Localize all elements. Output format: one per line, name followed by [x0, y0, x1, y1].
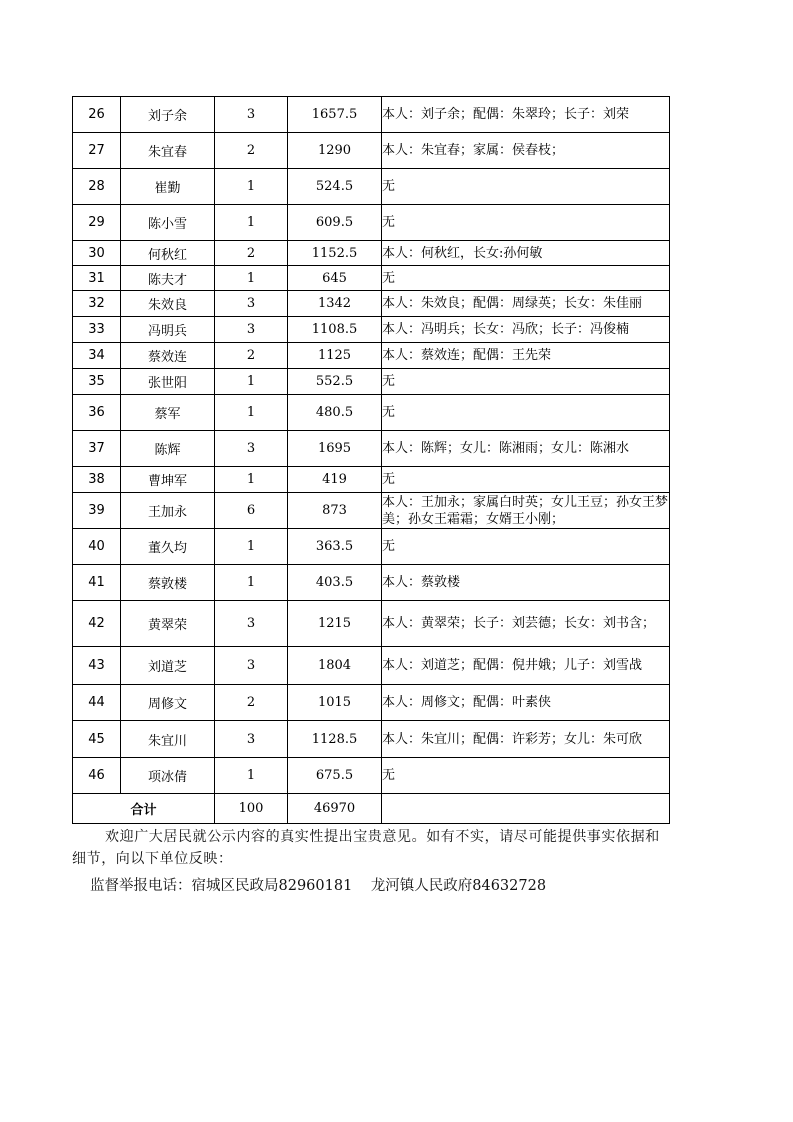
- subsidy-amount: 1152.5: [288, 241, 382, 266]
- row-number: 39: [73, 493, 121, 529]
- total-count: 100: [215, 794, 288, 824]
- row-number: 44: [73, 685, 121, 721]
- household-members: 本人：刘道芝；配偶：倪井娥；儿子：刘雪战: [382, 647, 670, 685]
- resident-name: 项冰倩: [121, 758, 215, 794]
- resident-name: 陈小雪: [121, 205, 215, 241]
- household-members: 本人：朱效良；配偶：周绿英；长女：朱佳丽: [382, 291, 670, 317]
- table-row: [73, 493, 670, 529]
- household-members: 本人：何秋红，长女:孙何敏: [382, 241, 670, 266]
- household-size: 3: [215, 601, 288, 647]
- subsidy-amount: 1125: [288, 343, 382, 369]
- subsidy-amount: 552.5: [288, 369, 382, 395]
- table-row: [73, 241, 670, 266]
- household-size: 1: [215, 529, 288, 565]
- table-row: [73, 291, 670, 317]
- subsidy-amount: 1128.5: [288, 721, 382, 758]
- subsidy-amount: 480.5: [288, 395, 382, 431]
- subsidy-amount: 1695: [288, 431, 382, 467]
- household-members: 无: [382, 169, 670, 205]
- household-members: 无: [382, 266, 670, 291]
- subsidy-amount: 1342: [288, 291, 382, 317]
- subsidy-amount: 1657.5: [288, 97, 382, 133]
- row-number: 37: [73, 431, 121, 467]
- row-number: 43: [73, 647, 121, 685]
- subsidy-amount: 1290: [288, 133, 382, 169]
- subsidy-amount: 1215: [288, 601, 382, 647]
- resident-name: 蔡效连: [121, 343, 215, 369]
- row-number: 27: [73, 133, 121, 169]
- row-number: 28: [73, 169, 121, 205]
- table-row: [73, 266, 670, 291]
- row-number: 29: [73, 205, 121, 241]
- row-number: 40: [73, 529, 121, 565]
- table-row: [73, 529, 670, 565]
- row-number: 45: [73, 721, 121, 758]
- table-row: [73, 647, 670, 685]
- household-members: 本人：王加永；家属白时英；女儿王豆；孙女王梦美；孙女王霜霜；女婿王小刚；: [382, 494, 669, 527]
- household-size: 2: [215, 241, 288, 266]
- subsidy-amount: 524.5: [288, 169, 382, 205]
- subsidy-amount: 363.5: [288, 529, 382, 565]
- household-size: 3: [215, 431, 288, 467]
- household-size: 2: [215, 133, 288, 169]
- household-size: 1: [215, 467, 288, 493]
- household-members: 无: [382, 395, 670, 431]
- household-members: 本人：朱宜川；配偶：许彩芳；女儿：朱可欣: [382, 721, 670, 758]
- row-number: 31: [73, 266, 121, 291]
- row-number: 42: [73, 601, 121, 647]
- resident-name: 刘道芝: [121, 647, 215, 685]
- resident-name: 张世阳: [121, 369, 215, 395]
- table-row: [73, 169, 670, 205]
- household-members: 本人：蔡效连；配偶：王先荣: [382, 343, 670, 369]
- resident-name: 崔勤: [121, 169, 215, 205]
- row-number: 33: [73, 317, 121, 343]
- subsidy-amount: 1108.5: [288, 317, 382, 343]
- household-size: 1: [215, 758, 288, 794]
- row-number: 35: [73, 369, 121, 395]
- subsidy-amount: 675.5: [288, 758, 382, 794]
- subsidy-amount: 873: [288, 493, 382, 529]
- relief-roster-table: [72, 96, 670, 824]
- household-size: 1: [215, 205, 288, 241]
- table-row: [73, 369, 670, 395]
- table-row: [73, 685, 670, 721]
- resident-name: 蔡军: [121, 395, 215, 431]
- subsidy-amount: 1015: [288, 685, 382, 721]
- resident-name: 黄翠荣: [121, 601, 215, 647]
- household-size: 3: [215, 647, 288, 685]
- resident-name: 朱效良: [121, 291, 215, 317]
- table-row: [73, 317, 670, 343]
- resident-name: 何秋红: [121, 241, 215, 266]
- subsidy-amount: 403.5: [288, 565, 382, 601]
- total-label: 合计: [73, 794, 215, 824]
- roster-body: [73, 97, 670, 794]
- household-members: 无: [382, 529, 670, 565]
- table-row: [73, 721, 670, 758]
- table-row: [73, 758, 670, 794]
- household-members: 本人：黄翠荣；长子：刘芸德；长女：刘书含；: [382, 601, 670, 647]
- table-row: [73, 395, 670, 431]
- household-size: 3: [215, 97, 288, 133]
- table-row: [73, 601, 670, 647]
- table-row: [73, 205, 670, 241]
- total-amount: 46970: [288, 794, 382, 824]
- feedback-paragraph: 欢迎广大居民就公示内容的真实性提出宝贵意见。如有不实，请尽可能提供事实依据和细节，向以下单位反映：: [72, 829, 660, 867]
- household-size: 1: [215, 369, 288, 395]
- row-number: 36: [73, 395, 121, 431]
- table-row: [73, 467, 670, 493]
- row-number: 41: [73, 565, 121, 601]
- household-members: 本人：朱宜春；家属：侯春枝；: [382, 133, 670, 169]
- household-size: 2: [215, 685, 288, 721]
- table-row: [73, 431, 670, 467]
- household-members: 无: [382, 205, 670, 241]
- table-row: [73, 565, 670, 601]
- household-members: 本人：周修文；配偶：叶素侠: [382, 685, 670, 721]
- subsidy-amount: 609.5: [288, 205, 382, 241]
- resident-name: 蔡敦楼: [121, 565, 215, 601]
- household-members: 本人：冯明兵；长女：冯欣；长子：冯俊楠: [382, 317, 670, 343]
- household-size: 1: [215, 395, 288, 431]
- household-size: 3: [215, 721, 288, 758]
- resident-name: 朱宜春: [121, 133, 215, 169]
- row-number: 32: [73, 291, 121, 317]
- row-number: 34: [73, 343, 121, 369]
- total-row: [73, 794, 670, 824]
- subsidy-amount: 1804: [288, 647, 382, 685]
- resident-name: 冯明兵: [121, 317, 215, 343]
- table-row: [73, 343, 670, 369]
- resident-name: 朱宜川: [121, 721, 215, 758]
- row-number: 26: [73, 97, 121, 133]
- subsidy-amount: 645: [288, 266, 382, 291]
- household-members: 本人：蔡敦楼: [382, 565, 670, 601]
- total-members: [382, 794, 670, 824]
- resident-name: 陈辉: [121, 431, 215, 467]
- row-number: 30: [73, 241, 121, 266]
- resident-name: 陈夫才: [121, 266, 215, 291]
- household-members: 本人：陈辉；女儿：陈湘雨；女儿：陈湘水: [382, 431, 670, 467]
- subsidy-amount: 419: [288, 467, 382, 493]
- household-size: 3: [215, 317, 288, 343]
- household-size: 1: [215, 266, 288, 291]
- household-size: 2: [215, 343, 288, 369]
- household-members: 无: [382, 467, 670, 493]
- resident-name: 刘子余: [121, 97, 215, 133]
- row-number: 46: [73, 758, 121, 794]
- household-members: 无: [382, 369, 670, 395]
- row-number: 38: [73, 467, 121, 493]
- household-members: 本人：刘子余；配偶：朱翠玲；长子：刘荣: [382, 97, 670, 133]
- household-members: 无: [382, 758, 670, 794]
- table-row: [73, 133, 670, 169]
- resident-name: 周修文: [121, 685, 215, 721]
- hotline-line: 监督举报电话：宿城区民政局82960181 龙河镇人民政府84632728: [90, 878, 547, 894]
- household-size: 3: [215, 291, 288, 317]
- resident-name: 王加永: [121, 493, 215, 529]
- household-size: 1: [215, 565, 288, 601]
- resident-name: 董久均: [121, 529, 215, 565]
- household-size: 6: [215, 493, 288, 529]
- table-row: [73, 97, 670, 133]
- household-size: 1: [215, 169, 288, 205]
- resident-name: 曹坤军: [121, 467, 215, 493]
